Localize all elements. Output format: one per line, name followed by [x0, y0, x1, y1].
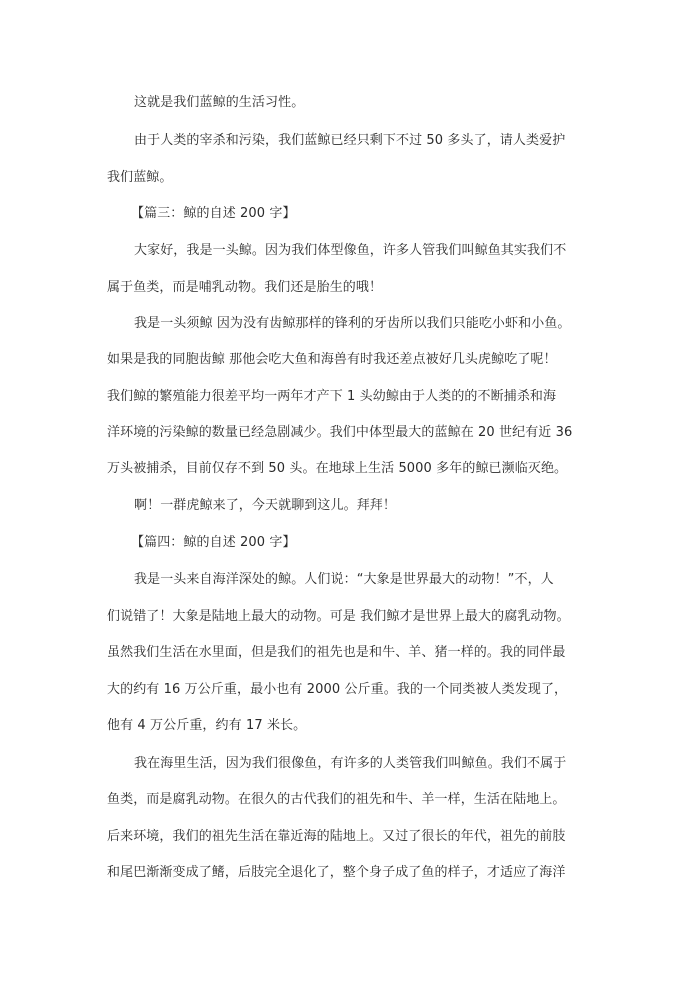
paragraph-line: 如果是我的同胞齿鲸 那他会吃大鱼和海兽有时我还差点被好几头虎鲸吃了呢！	[107, 352, 557, 367]
paragraph-line: 由于人类的宰杀和污染，我们蓝鲸已经只剩下不过 50 多头了，请人类爱护	[134, 133, 566, 148]
paragraph-line: 我们蓝鲸。	[107, 170, 173, 185]
paragraph-line: 洋环境的污染鲸的数量已经急剧减少。我们中体型最大的蓝鲸在 20 世纪有近 36	[107, 425, 573, 440]
paragraph-line: 我在海里生活，因为我们很像鱼，有许多的人类管我们叫鲸鱼。我们不属于	[134, 756, 567, 771]
section-heading: 【篇三：鲸的自述 200 字】	[131, 206, 296, 221]
paragraph-line: 啊！一群虎鲸来了，今天就聊到这儿。拜拜！	[134, 498, 397, 513]
paragraph-line: 后来环境，我们的祖先生活在靠近海的陆地上。又过了很长的年代，祖先的前肢	[107, 829, 566, 844]
paragraph-line: 和尾巴渐渐变成了鳍，后肢完全退化了，整个身子成了鱼的样子，才适应了海洋	[107, 865, 566, 880]
paragraph-line: 我是一头须鲸 因为没有齿鲸那样的锋利的牙齿所以我们只能吃小虾和小鱼。	[134, 316, 571, 331]
section-heading: 【篇四：鲸的自述 200 字】	[131, 535, 296, 550]
paragraph-line: 这就是我们蓝鲸的生活习性。	[134, 95, 305, 110]
paragraph-line: 我们鲸的繁殖能力很差平均一两年才产下 1 头幼鲸由于人类的的不断捕杀和海	[107, 389, 557, 404]
paragraph-line: 大家好，我是一头鲸。因为我们体型像鱼，许多人管我们叫鲸鱼其实我们不	[134, 243, 567, 258]
paragraph-line: 他有 4 万公斤重，约有 17 米长。	[107, 718, 307, 733]
paragraph-line: 虽然我们生活在水里面，但是我们的祖先也是和牛、羊、猪一样的。我的同伴最	[107, 645, 566, 660]
paragraph-line: 万头被捕杀，目前仅存不到 50 头。在地球上生活 5000 多年的鲸已濒临灭绝。	[107, 461, 568, 476]
paragraph-line: 大的约有 16 万公斤重，最小也有 2000 公斤重。我的一个同类被人类发现了，	[107, 682, 568, 697]
paragraph-line: 鱼类，而是腐乳动物。在很久的古代我们的祖先和牛、羊一样，生活在陆地上。	[107, 792, 566, 807]
paragraph-line: 属于鱼类，而是哺乳动物。我们还是胎生的哦！	[107, 280, 383, 295]
paragraph-line: 我是一头来自海洋深处的鲸。人们说：“大象是世界最大的动物！”不，人	[134, 572, 554, 587]
paragraph-line: 们说错了！大象是陆地上最大的动物。可是 我们鲸才是世界上最大的腐乳动物。	[107, 609, 570, 624]
